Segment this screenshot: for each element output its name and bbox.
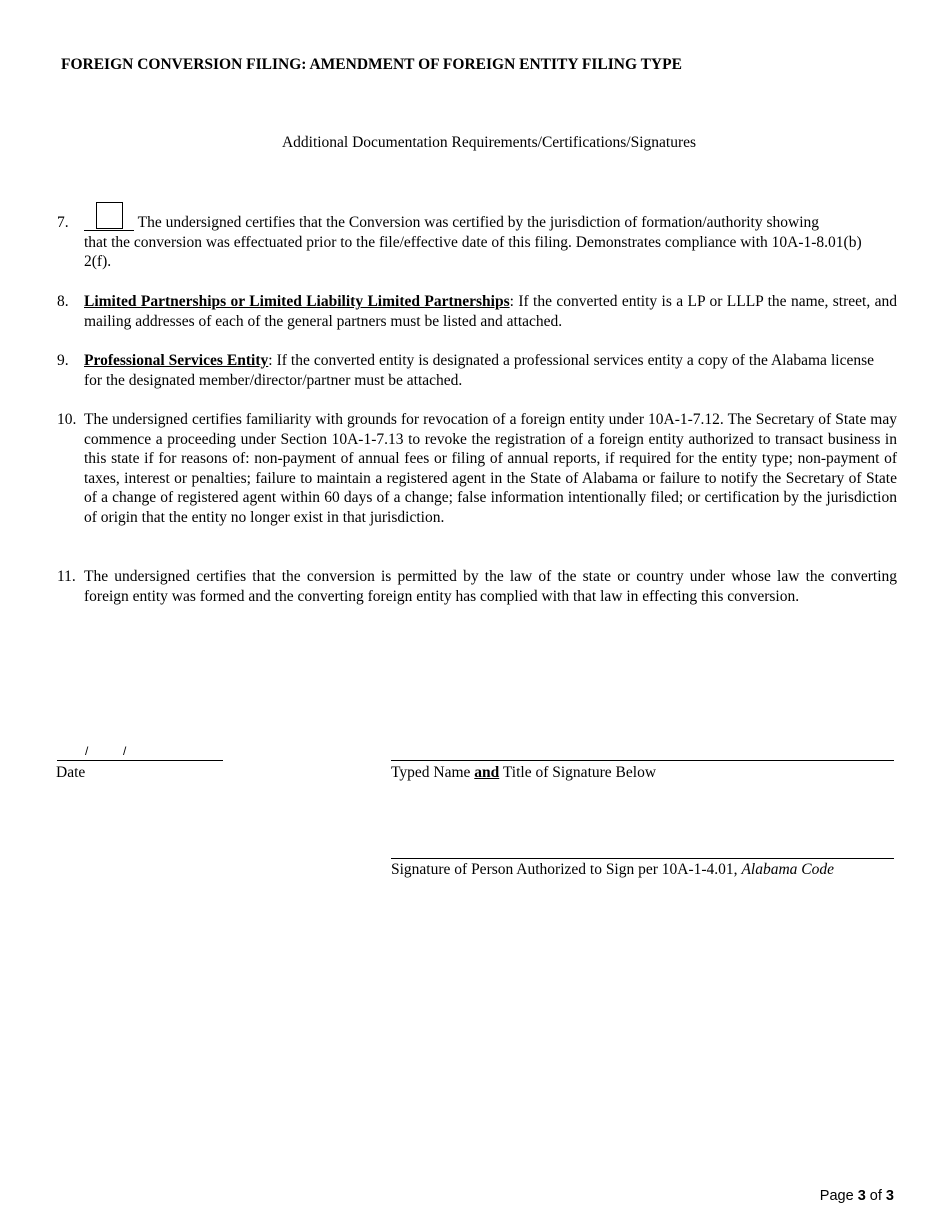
typed-name-field[interactable] — [391, 760, 894, 761]
item-11 — [57, 567, 897, 606]
typed-name-label: Typed Name and Title of Signature Below — [391, 764, 657, 781]
certification-checkbox[interactable] — [96, 202, 123, 229]
item-7-text-rest: that the conversion was effectuated prior to the file/effective date of this filing. Demonstrates compliance with 10A-1-8.01(b) 2(f). — [84, 233, 862, 271]
item-9-heading: Professional Services Entity — [84, 352, 269, 369]
date-label: Date — [56, 764, 86, 781]
item-10-text: The undersigned certifies familiarity with grounds for revocation of a foreign entity under 10A-1-7.12. The Secretary of State may commence a proceeding under Section 10A-1-7.13 to revoke the registration of a foreign entity authorized to transact business in this state if for reasons of: non-payment of annual fees or filing of annual reports, if required for the entity type; non-payment of taxes, interest or penalties; failure to maintain a registered agent in the State of Alabama or failure to notify the Secretary of State of a change of registered agent within 60 days of a change; false information intentionally filed; or certification by the jurisdiction of origin that the entity no longer exist in that jurisdiction. — [84, 411, 897, 526]
page-number: Page 3 of 3 — [819, 1188, 894, 1204]
signature-field[interactable] — [391, 858, 894, 859]
item-8-heading: Limited Partnerships or Limited Liability Limited Partnerships — [84, 293, 510, 310]
item-7-number: 7. — [57, 214, 69, 231]
signature-label-code: Alabama Code — [741, 861, 834, 878]
signature-label: Signature of Person Authorized to Sign per 10A-1-4.01, Alabama Code — [391, 861, 834, 878]
section-subtitle: Additional Documentation Requirements/Certifications/Signatures — [281, 134, 697, 151]
item-11-text: The undersigned certifies that the conversion is permitted by the law of the state or country under whose law the converting foreign entity was formed and the converting foreign entity has complied with that law in effecting this conversion. — [84, 568, 897, 605]
item-9-number: 9. — [57, 352, 69, 369]
item-10 — [57, 410, 897, 528]
item-8-number: 8. — [57, 293, 69, 310]
item-10-number: 10. — [57, 411, 77, 428]
item-8 — [57, 292, 897, 331]
typed-name-and: and — [474, 764, 500, 781]
item-8-text: : If the converted entity is a LP or LLLP the name, street, and mailing addresses of each of the general partners must be listed and attached. — [84, 293, 897, 330]
item-7 — [57, 213, 897, 272]
date-slash-1: / — [85, 744, 89, 758]
item-9-text: : If the converted entity is designated a professional services entity a copy of the Alabama license for the designated member/director/partner must be attached. — [84, 352, 874, 389]
date-slash-2: / — [123, 744, 127, 758]
item-11-number: 11. — [57, 568, 76, 585]
date-field[interactable] — [57, 744, 223, 761]
item-9 — [57, 351, 897, 390]
item-7-text-line1: The undersigned certifies that the Conversion was certified by the jurisdiction of formation/authority showing — [134, 214, 819, 231]
document-title: FOREIGN CONVERSION FILING: AMENDMENT OF FOREIGN ENTITY FILING TYPE — [61, 56, 682, 73]
